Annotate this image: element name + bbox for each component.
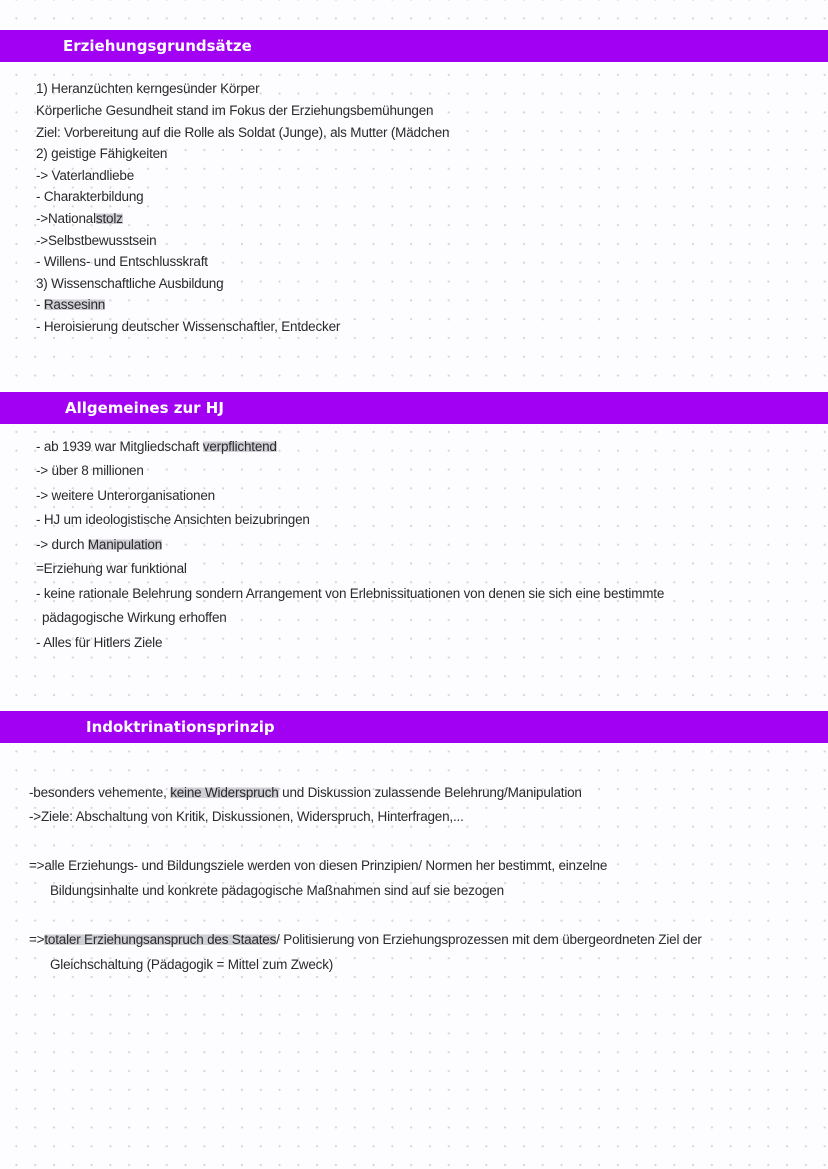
text-line — [36, 560, 187, 578]
line-text: ->Ziele: Abschaltung von Kritik, Diskussionen, Widerspruch, Hinterfragen,... — [29, 809, 464, 824]
section-header-allgemeines-zur-hj — [0, 392, 828, 424]
line-text: - keine rationale Belehrung sondern Arrangement von Erlebnissituationen von denen sie sich eine bestimmte — [36, 586, 665, 601]
line-text: - Willens- und Entschlusskraft — [36, 254, 208, 269]
section-header-erziehungsgrundsaetze — [0, 30, 828, 62]
text-line — [36, 318, 340, 336]
line-text: pädagogische Wirkung erhoffen — [42, 610, 227, 625]
text-line — [29, 808, 464, 826]
highlighted-text: Rassesinn — [43, 297, 106, 312]
text-line — [36, 275, 223, 293]
line-text: - Charakterbildung — [36, 189, 144, 204]
text-line — [36, 511, 310, 529]
line-text: Ziel: Vorbereitung auf die Rolle als Soldat (Junge), als Mutter (Mädchen — [36, 125, 450, 140]
text-line — [36, 253, 208, 271]
text-line — [36, 80, 259, 98]
text-line — [36, 487, 215, 505]
line-text: 1) Heranzüchten kerngesünder Körper — [36, 81, 260, 96]
highlighted-text: stolz — [95, 211, 123, 226]
line-text: Körperliche Gesundheit stand im Fokus der Erziehungsbemühungen — [36, 103, 434, 118]
text-line — [29, 784, 582, 802]
text-line — [36, 536, 162, 554]
line-text: ->National — [36, 211, 96, 226]
text-line — [36, 296, 105, 314]
line-text: -> durch — [36, 537, 88, 552]
text-line — [29, 857, 607, 875]
text-line — [36, 167, 134, 185]
line-text: ->Selbstbewusstsein — [36, 233, 157, 248]
line-text: -> über 8 millionen — [36, 463, 144, 478]
text-line — [36, 145, 167, 163]
highlighted-text: keine Widerspruch — [170, 785, 279, 800]
line-text: 3) Wissenschaftliche Ausbildung — [36, 276, 224, 291]
line-text: 2) geistige Fähigkeiten — [36, 146, 168, 161]
line-text: =>alle Erziehungs- und Bildungsziele werden von diesen Prinzipien/ Normen her bestimmt, einzelne — [29, 858, 608, 873]
line-text: => — [29, 932, 45, 947]
line-text: - — [36, 297, 44, 312]
text-line — [50, 956, 333, 974]
line-text: Gleichschaltung (Pädagogik = Mittel zum Zweck) — [50, 957, 334, 972]
line-text: - Heroisierung deutscher Wissenschaftler, Entdecker — [36, 319, 341, 334]
text-line — [36, 585, 664, 603]
line-text: - HJ um ideologistische Ansichten beizubringen — [36, 512, 310, 527]
text-line — [36, 188, 143, 206]
text-line — [29, 931, 702, 949]
text-line — [42, 609, 227, 627]
highlighted-text: totaler Erziehungsanspruch des Staates — [44, 932, 277, 947]
text-line — [36, 438, 277, 456]
text-line — [36, 210, 123, 228]
line-text: =Erziehung war funktional — [36, 561, 187, 576]
line-text: und Diskussion zulassende Belehrung/Manipulation — [278, 785, 582, 800]
line-text: -besonders vehemente, — [29, 785, 171, 800]
text-line — [36, 462, 144, 480]
line-text: -> weitere Unterorganisationen — [36, 488, 215, 503]
text-line — [50, 882, 504, 900]
text-line — [36, 232, 156, 250]
section-title: Erziehungsgrundsätze — [63, 37, 252, 55]
line-text: - ab 1939 war Mitgliedschaft — [36, 439, 203, 454]
text-line — [36, 634, 162, 652]
text-line — [36, 102, 433, 120]
section-title: Allgemeines zur HJ — [65, 399, 224, 417]
line-text: / Politisierung von Erziehungsprozessen mit dem übergeordneten Ziel der — [276, 932, 702, 947]
highlighted-text: Manipulation — [87, 537, 163, 552]
highlighted-text: verpflichtend — [202, 439, 277, 454]
section-title: Indoktrinationsprinzip — [86, 718, 275, 736]
line-text: - Alles für Hitlers Ziele — [36, 635, 163, 650]
line-text: Bildungsinhalte und konkrete pädagogische Maßnahmen sind auf sie bezogen — [50, 883, 504, 898]
section-header-indoktrinationsprinzip — [0, 711, 828, 743]
line-text: -> Vaterlandliebe — [36, 168, 135, 183]
text-line — [36, 124, 449, 142]
